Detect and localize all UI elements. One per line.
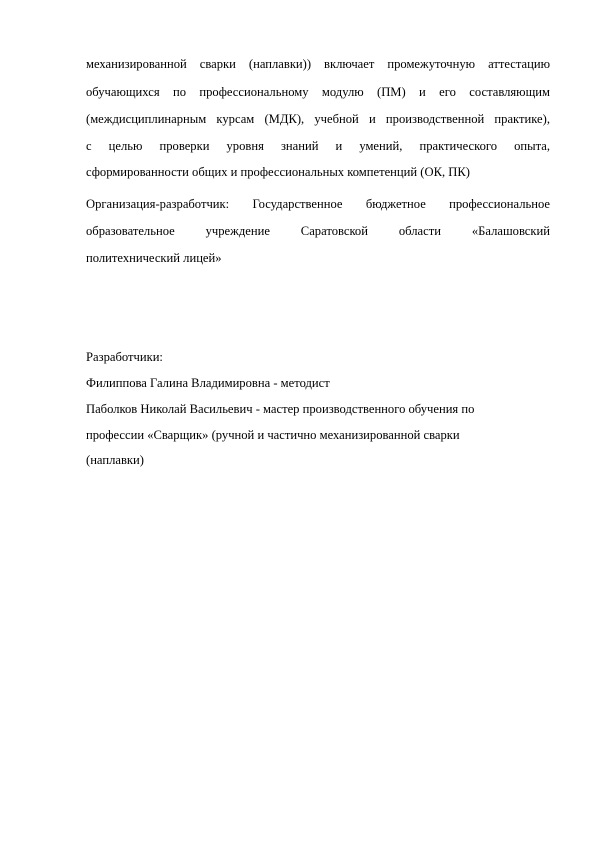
- paragraph-2-line-3: политехнический лицей»: [86, 251, 222, 265]
- paragraph-1-line-2: обучающихся по профессиональному модулю (ПМ) и его составляющим: [86, 85, 550, 99]
- paragraph-1-line-3: (междисциплинарным курсам (МДК), учебной и производственной практике),: [86, 112, 550, 126]
- developers-heading: Разработчики:: [86, 350, 163, 364]
- developer-line-1: Филиппова Галина Владимировна - методист: [86, 376, 330, 390]
- paragraph-2-line-1: Организация-разработчик: Государственное бюджетное профессиональное: [86, 197, 550, 211]
- paragraph-2-line-2: образовательное учреждение Саратовской области «Балашовский: [86, 224, 550, 238]
- developer-line-2: Паболков Николай Васильевич - мастер производственного обучения по: [86, 402, 475, 416]
- paragraph-1-line-5: сформированности общих и профессиональных компетенций (ОК, ПК): [86, 165, 470, 179]
- developer-line-4: (наплавки): [86, 453, 144, 467]
- paragraph-1-line-4: с целью проверки уровня знаний и умений, практического опыта,: [86, 139, 550, 153]
- developer-line-3: профессии «Сварщик» (ручной и частично механизированной сварки: [86, 428, 460, 442]
- paragraph-1-line-1: механизированной сварки (наплавки)) включает промежуточную аттестацию: [86, 57, 550, 71]
